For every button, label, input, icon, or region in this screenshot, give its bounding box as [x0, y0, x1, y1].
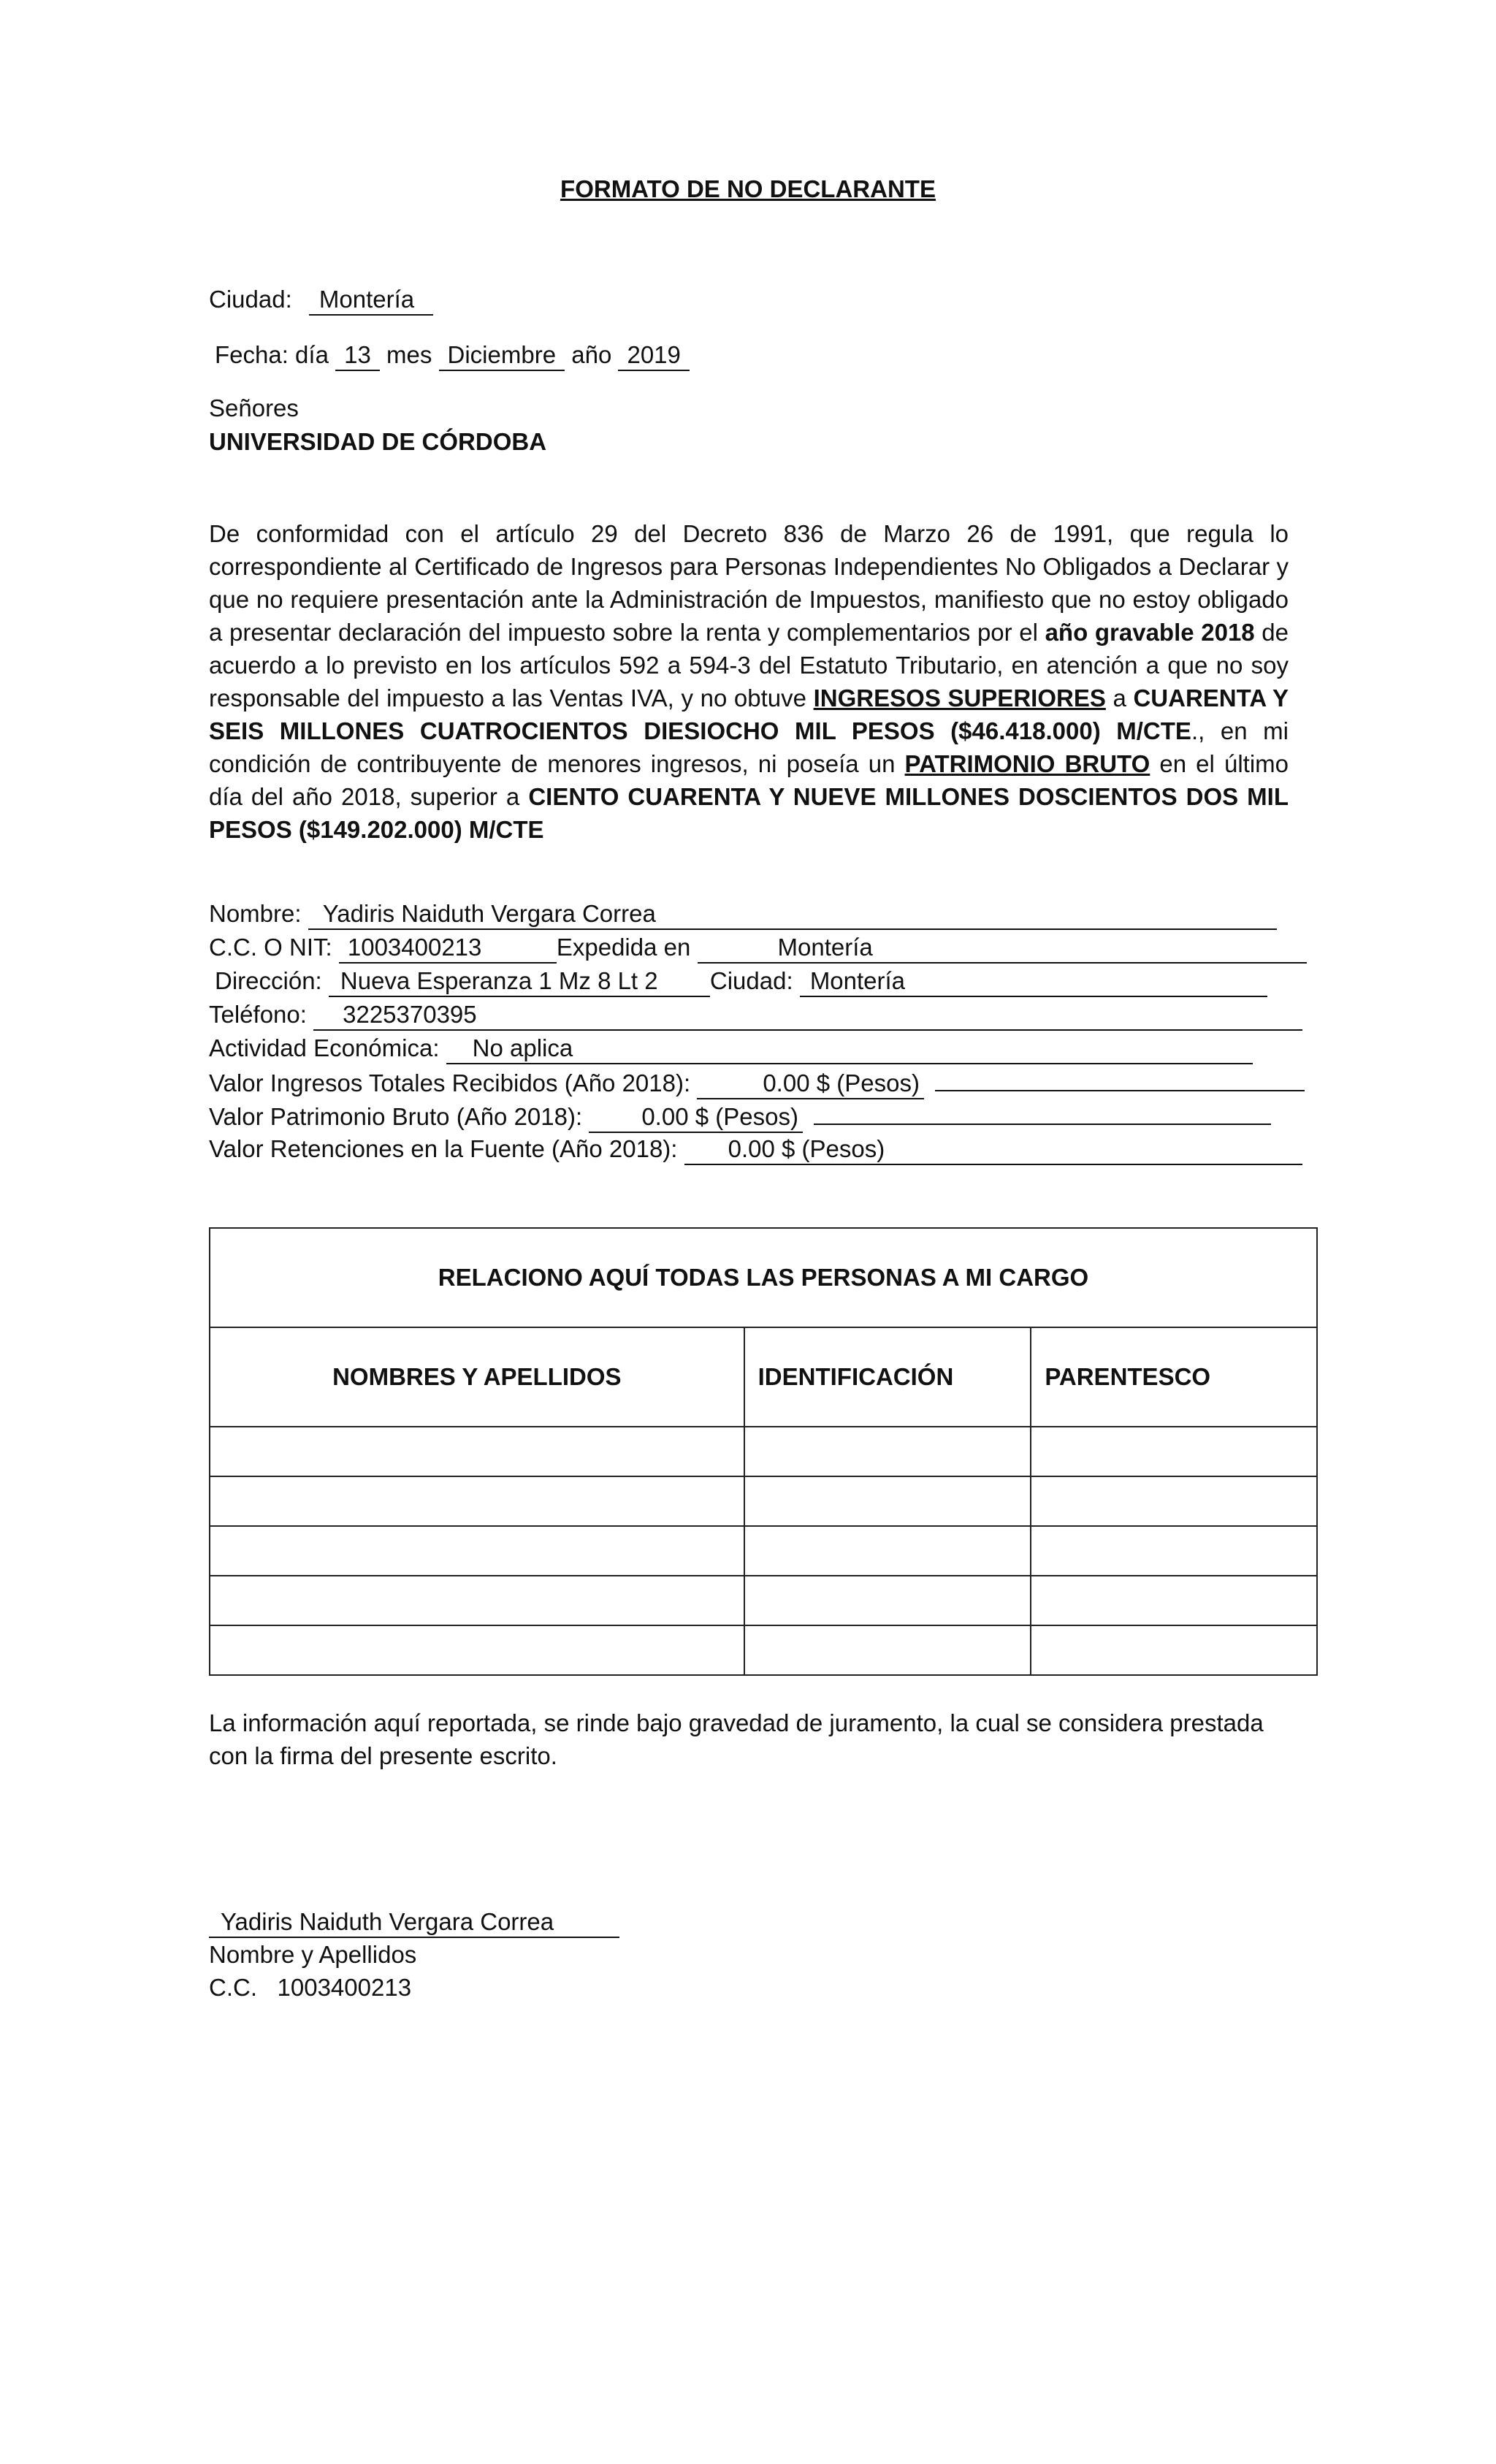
para-income-amount: CUARENTA Y SEIS MILLONES CUATROCIENTOS DIESIOCHO MIL PESOS ($46.418.000) M/CTE [209, 684, 1289, 744]
cell-relationship[interactable] [1031, 1526, 1317, 1576]
cell-id[interactable] [744, 1427, 1031, 1476]
name-field-row [209, 897, 1277, 930]
cell-name[interactable] [210, 1576, 744, 1625]
phone-value: 3225370395 [313, 1000, 1302, 1031]
address-city-label: Ciudad: [709, 967, 793, 994]
date-line [215, 340, 690, 371]
date-day-value: 13 [335, 340, 380, 371]
table-row [210, 1576, 1317, 1625]
para-patrimony-amount: CIENTO CUARENTA Y NUEVE MILLONES DOSCIENTOS DOS MIL PESOS ($149.202.000) M/CTE [209, 783, 1289, 843]
salutation: Señores [209, 394, 299, 422]
cell-relationship[interactable] [1031, 1625, 1317, 1675]
para-income-label: INGRESOS SUPERIORES [813, 684, 1106, 712]
income-rule [935, 1065, 1305, 1091]
signature-id-label: C.C. [209, 1974, 257, 2001]
declaration-paragraph [209, 517, 1289, 846]
activity-label: Actividad Económica: [209, 1034, 440, 1061]
patrimony-field-row [209, 1099, 1271, 1132]
oath-statement: La información aquí reportada, se rinde bajo gravedad de juramento, la cual se considera prestada con la firma del presente escrito. [209, 1709, 1264, 1769]
cell-id[interactable] [744, 1476, 1031, 1526]
address-value: Nueva Esperanza 1 Mz 8 Lt 2 [329, 966, 710, 997]
para-text-2: de acuerdo a lo previsto en los artículos 592 a 594-3 del Estatuto Tributario, en atención a que no soy responsable del impuesto a las Ventas IVA, y no obtuve [209, 619, 1289, 712]
para-text-4: ., en mi condición de contribuyente de menores ingresos, ni poseía un [209, 717, 1289, 777]
column-header-name: NOMBRES Y APELLIDOS [210, 1327, 744, 1427]
signature-block [209, 1905, 619, 2004]
patrimony-label: Valor Patrimonio Bruto (Año 2018): [209, 1103, 583, 1130]
table-row [210, 1427, 1317, 1476]
document-title: FORMATO DE NO DECLARANTE [560, 175, 936, 202]
cell-id[interactable] [744, 1526, 1031, 1576]
withholding-field-row [209, 1132, 1302, 1165]
date-month-value: Diciembre [439, 340, 565, 371]
activity-field-row [209, 1031, 1253, 1064]
cell-id[interactable] [744, 1625, 1031, 1675]
cell-name[interactable] [210, 1476, 744, 1526]
para-patrimony-label: PATRIMONIO BRUTO [904, 750, 1150, 777]
address-field-row [215, 964, 1267, 997]
recipient: UNIVERSIDAD DE CÓRDOBA [209, 428, 547, 455]
signature-name: Yadiris Naiduth Vergara Correa [209, 1907, 619, 1938]
table-row [210, 1625, 1317, 1675]
withholding-label: Valor Retenciones en la Fuente (Año 2018): [209, 1135, 678, 1162]
cell-name[interactable] [210, 1427, 744, 1476]
date-day-label: Fecha: día [215, 341, 329, 368]
cell-relationship[interactable] [1031, 1576, 1317, 1625]
name-label: Nombre: [209, 900, 302, 927]
id-label: C.C. O NIT: [209, 934, 332, 961]
para-bold-year: año gravable 2018 [1045, 619, 1255, 646]
issued-label: Expedida en [556, 934, 691, 961]
city-line [209, 285, 433, 316]
table-row [210, 1526, 1317, 1576]
cell-id[interactable] [744, 1576, 1031, 1625]
signature-caption: Nombre y Apellidos [209, 1941, 417, 1968]
para-text-5: en el último día del año 2018, superior a [209, 750, 1289, 810]
id-value: 1003400213 [339, 933, 557, 964]
withholding-value: 0.00 $ (Pesos) [684, 1134, 1302, 1165]
phone-label: Teléfono: [209, 1001, 307, 1028]
date-year-label: año [571, 341, 612, 368]
para-text-3: a [1113, 684, 1126, 712]
issued-value: Montería [698, 933, 1307, 964]
city-label: Ciudad: [209, 286, 292, 313]
income-label: Valor Ingresos Totales Recibidos (Año 2018): [209, 1069, 691, 1096]
column-header-id: IDENTIFICACIÓN [744, 1327, 1031, 1427]
city-value: Montería [309, 285, 433, 316]
table-row [210, 1476, 1317, 1526]
para-text-1: De conformidad con el artículo 29 del Decreto 836 de Marzo 26 de 1991, que regula lo correspondiente al Certificado de Ingresos para Personas Independientes No Obligados a Declarar y que no requiere presentación ante la Administración de Impuestos, manifiesto que no estoy obligado a presentar declaración del impuesto sobre la renta y complementarios por el [209, 520, 1289, 646]
dependents-table [209, 1227, 1318, 1676]
name-value: Yadiris Naiduth Vergara Correa [308, 899, 1277, 930]
address-label: Dirección: [215, 967, 322, 994]
patrimony-value: 0.00 $ (Pesos) [589, 1102, 803, 1133]
date-month-label: mes [386, 341, 432, 368]
income-field-row [209, 1065, 1305, 1098]
income-value: 0.00 $ (Pesos) [697, 1069, 924, 1099]
id-field-row [209, 931, 1307, 964]
cell-relationship[interactable] [1031, 1427, 1317, 1476]
address-city-value: Montería [800, 966, 1267, 997]
activity-value: No aplica [446, 1034, 1253, 1064]
signature-id-value: 1003400213 [277, 1974, 412, 2001]
phone-field-row [209, 998, 1302, 1031]
cell-name[interactable] [210, 1526, 744, 1576]
date-year-value: 2019 [618, 340, 689, 371]
signature-id-line [209, 1971, 619, 2004]
patrimony-rule [814, 1099, 1271, 1125]
cell-name[interactable] [210, 1625, 744, 1675]
dependents-table-caption: RELACIONO AQUÍ TODAS LAS PERSONAS A MI CARGO [210, 1228, 1317, 1327]
column-header-relationship: PARENTESCO [1031, 1327, 1317, 1427]
cell-relationship[interactable] [1031, 1476, 1317, 1526]
